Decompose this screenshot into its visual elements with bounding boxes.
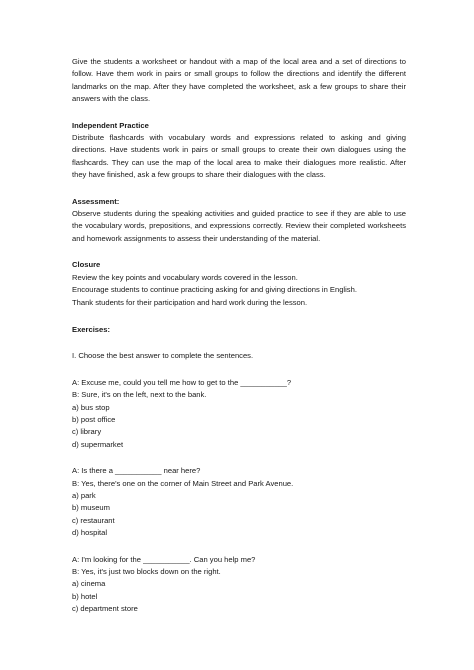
answer-option: c) department store [72, 604, 138, 614]
question-block-3 [72, 554, 406, 616]
question-block-2 [72, 465, 406, 539]
answer-option: b) hotel [72, 591, 98, 601]
assessment-paragraph: Observe students during the speaking activities and guided practice to see if they are able to use the vocabulary words, prepositions, and expressions correctly. Review their completed worksheets and homework assignments to assess their understanding of the material. [72, 209, 406, 243]
dialogue-line-a: A: Is there a ___________ near here? [72, 466, 201, 476]
closure-line: Encourage students to continue practicing asking for and giving directions in English. [72, 285, 357, 295]
assessment-heading: Assessment: [72, 196, 120, 206]
dialogue-line-a: A: I'm looking for the ___________. Can you help me? [72, 554, 256, 564]
answer-option: c) library [72, 427, 102, 437]
independent-practice-heading: Independent Practice [72, 120, 149, 130]
answer-option: a) park [72, 490, 96, 500]
spacer [72, 245, 406, 259]
answer-option: b) museum [72, 503, 110, 513]
answer-options [72, 578, 406, 615]
spacer [72, 336, 406, 350]
question-block-1 [72, 377, 406, 451]
answer-option: a) bus stop [72, 402, 110, 412]
dialogue-line-a: A: Excuse me, could you tell me how to get to the ___________? [72, 377, 292, 387]
independent-practice-paragraph: Distribute flashcards with vocabulary words and expressions related to asking and giving directions. Have students work in pairs or small groups to create their own dialogues using the flashcards. They can use the map of the local area to make their dialogues more realistic. After they have finished, ask a few groups to share their dialogues with the class. [72, 133, 406, 180]
document-body [72, 56, 406, 616]
exercises-instruction: I. Choose the best answer to complete the sentences. [72, 351, 254, 361]
dialogue-line-b: B: Yes, it's just two blocks down on the right. [72, 567, 221, 576]
answer-options [72, 490, 406, 540]
dialogue-line-b: B: Yes, there's one on the corner of Main Street and Park Avenue. [72, 478, 294, 488]
spacer [72, 106, 406, 120]
spacer [72, 363, 406, 377]
answer-option: a) cinema [72, 579, 106, 589]
answer-option: d) hospital [72, 528, 108, 538]
closure-line: Review the key points and vocabulary words covered in the lesson. [72, 272, 298, 282]
spacer [72, 451, 406, 465]
closure-heading: Closure [72, 260, 101, 270]
answer-option: d) supermarket [72, 439, 124, 449]
dialogue-line-b: B: Sure, it's on the left, next to the bank. [72, 390, 207, 400]
answer-option: c) restaurant [72, 515, 115, 525]
closure-lines [72, 272, 406, 309]
spacer [72, 540, 406, 554]
exercises-heading: Exercises: [72, 324, 110, 334]
spacer [72, 309, 406, 324]
spacer [72, 182, 406, 196]
intro-paragraph: Give the students a worksheet or handout with a map of the local area and a set of directions to follow. Have them work in pairs or small groups to follow the directions and identify the different landmarks on the map. After they have completed the worksheet, ask a few groups to share their answers with the class. [72, 57, 406, 104]
answer-option: b) post office [72, 414, 116, 424]
answer-options [72, 402, 406, 452]
closure-line: Thank students for their participation and hard work during the lesson. [72, 297, 308, 307]
